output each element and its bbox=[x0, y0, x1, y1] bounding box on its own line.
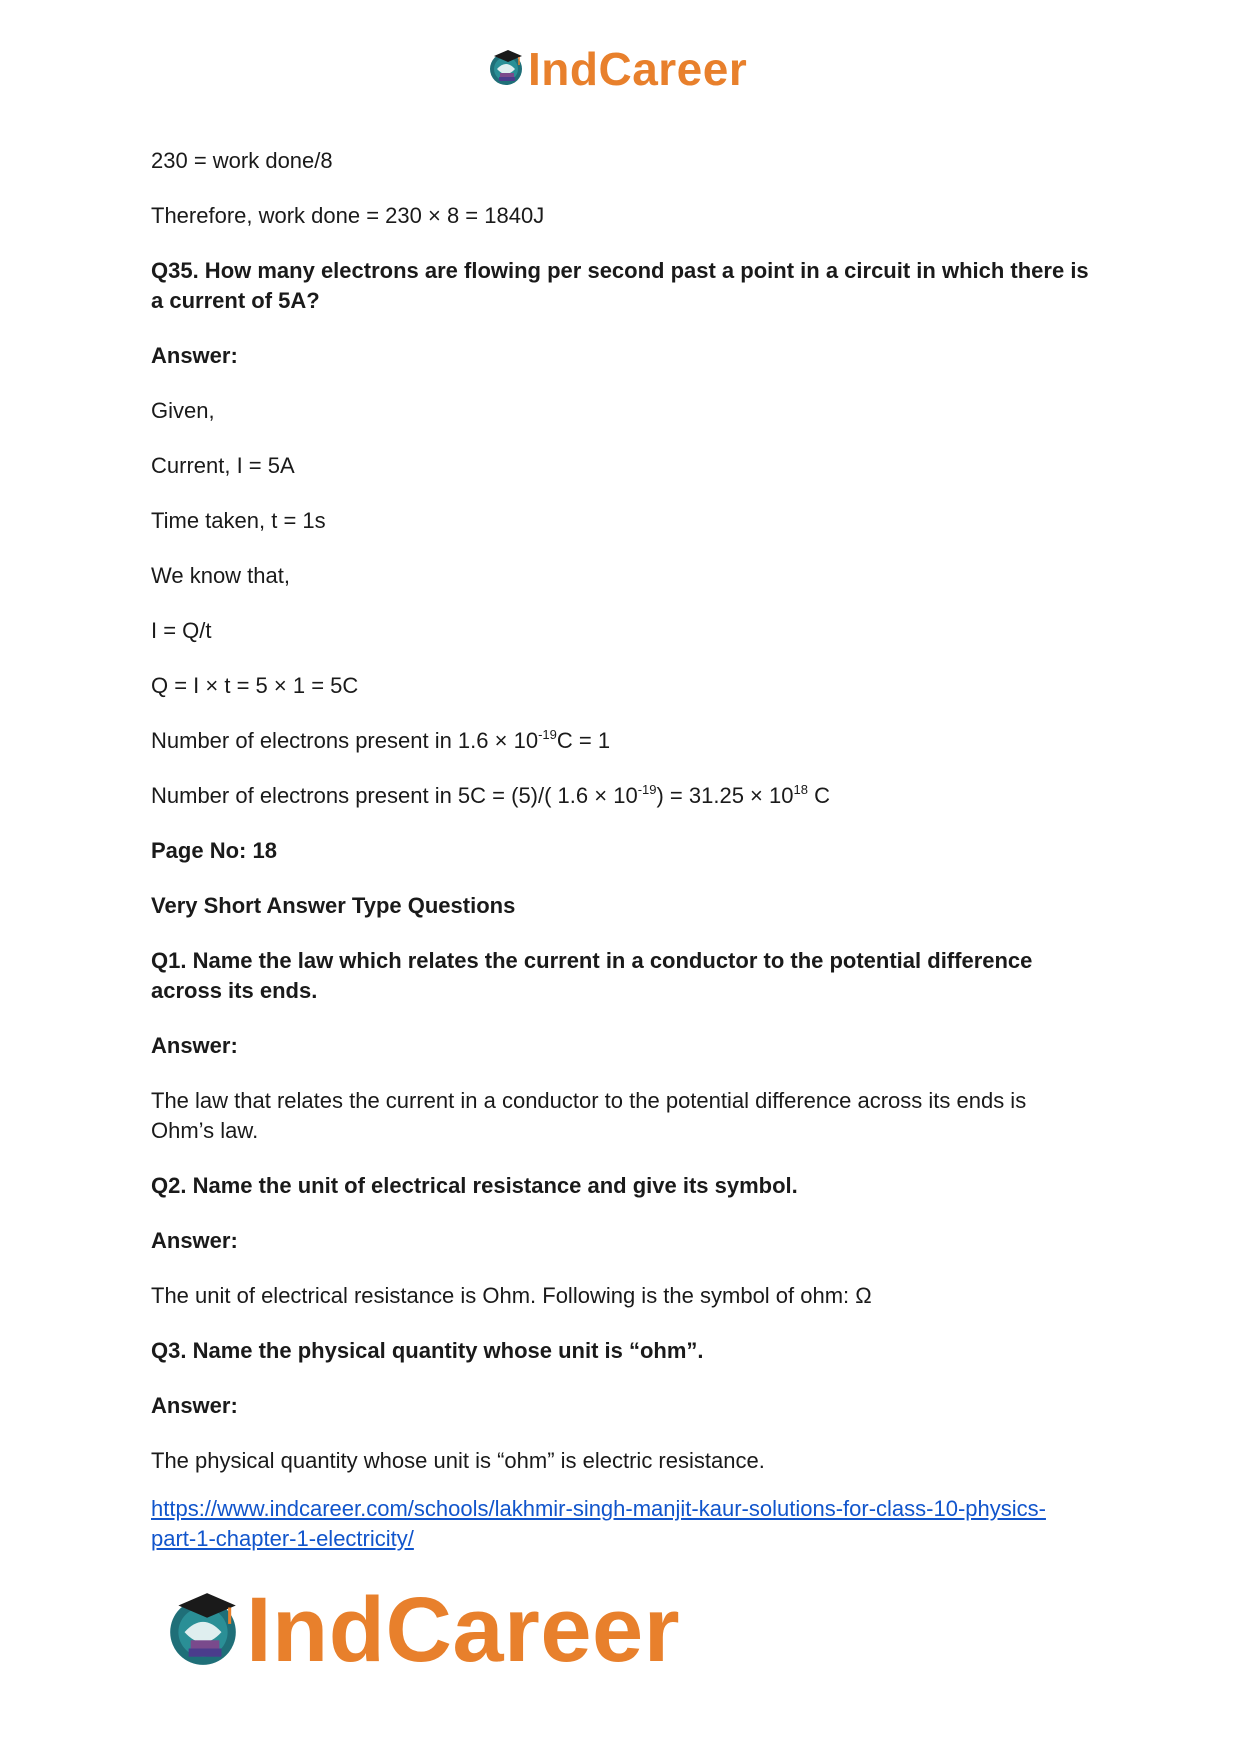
answer-text: The physical quantity whose unit is “ohm” is electric resistance. bbox=[151, 1448, 765, 1473]
graduation-globe-icon bbox=[162, 1587, 244, 1674]
page-number: Page No: 18 bbox=[151, 838, 277, 863]
electrons-line-1 bbox=[151, 726, 1091, 756]
answer-label: Answer: bbox=[151, 1033, 238, 1058]
answer-label: Answer: bbox=[151, 1228, 238, 1253]
text-part: Number of electrons present in 5C = (5)/( 1.6 × 10 bbox=[151, 783, 638, 808]
document-body bbox=[151, 146, 1091, 1554]
text-line: Given, bbox=[151, 398, 215, 423]
exponent: -19 bbox=[538, 727, 557, 742]
answer-label: Answer: bbox=[151, 343, 238, 368]
answer-label: Answer: bbox=[151, 1393, 238, 1418]
footer-logo bbox=[162, 1578, 680, 1683]
question-heading: Q35. How many electrons are flowing per second past a point in a circuit in which there is a current of 5A? bbox=[151, 258, 1089, 313]
electrons-line-2 bbox=[151, 781, 1091, 811]
text-part: ) = 31.25 × 10 bbox=[656, 783, 794, 808]
question-heading: Q3. Name the physical quantity whose unit is “ohm”. bbox=[151, 1338, 704, 1363]
text-part: C = 1 bbox=[556, 728, 611, 753]
exponent: 18 bbox=[793, 782, 808, 797]
section-heading: Very Short Answer Type Questions bbox=[151, 893, 516, 918]
logo-wordmark: IndCareer bbox=[246, 1579, 680, 1681]
formula-line: Q = I × t = 5 × 1 = 5C bbox=[151, 673, 359, 698]
answer-text: The unit of electrical resistance is Ohm. Following is the symbol of ohm: Ω bbox=[151, 1283, 872, 1308]
question-heading: Q2. Name the unit of electrical resistance and give its symbol. bbox=[151, 1173, 798, 1198]
formula-line: I = Q/t bbox=[151, 618, 212, 643]
text-line: We know that, bbox=[151, 563, 290, 588]
source-link[interactable]: https://www.indcareer.com/schools/lakhmir-singh-manjit-kaur-solutions-for-class-10-physics-part-1-chapter-1-electricity/ bbox=[151, 1496, 1046, 1551]
text-part: Number of electrons present in 1.6 × 10 bbox=[151, 728, 539, 753]
answer-text: The law that relates the current in a conductor to the potential difference across its ends is Ohm’s law. bbox=[151, 1088, 1027, 1143]
text-line: 230 = work done/8 bbox=[151, 148, 333, 173]
logo-wordmark: IndCareer bbox=[528, 43, 748, 95]
graduation-globe-icon bbox=[486, 47, 526, 92]
text-line: Current, I = 5A bbox=[151, 453, 295, 478]
header-logo bbox=[486, 42, 747, 96]
text-line: Time taken, t = 1s bbox=[151, 508, 326, 533]
exponent: -19 bbox=[637, 782, 657, 797]
text-part: C bbox=[807, 783, 830, 808]
text-line: Therefore, work done = 230 × 8 = 1840J bbox=[151, 203, 545, 228]
question-heading: Q1. Name the law which relates the current in a conductor to the potential difference across its ends. bbox=[151, 948, 1033, 1003]
